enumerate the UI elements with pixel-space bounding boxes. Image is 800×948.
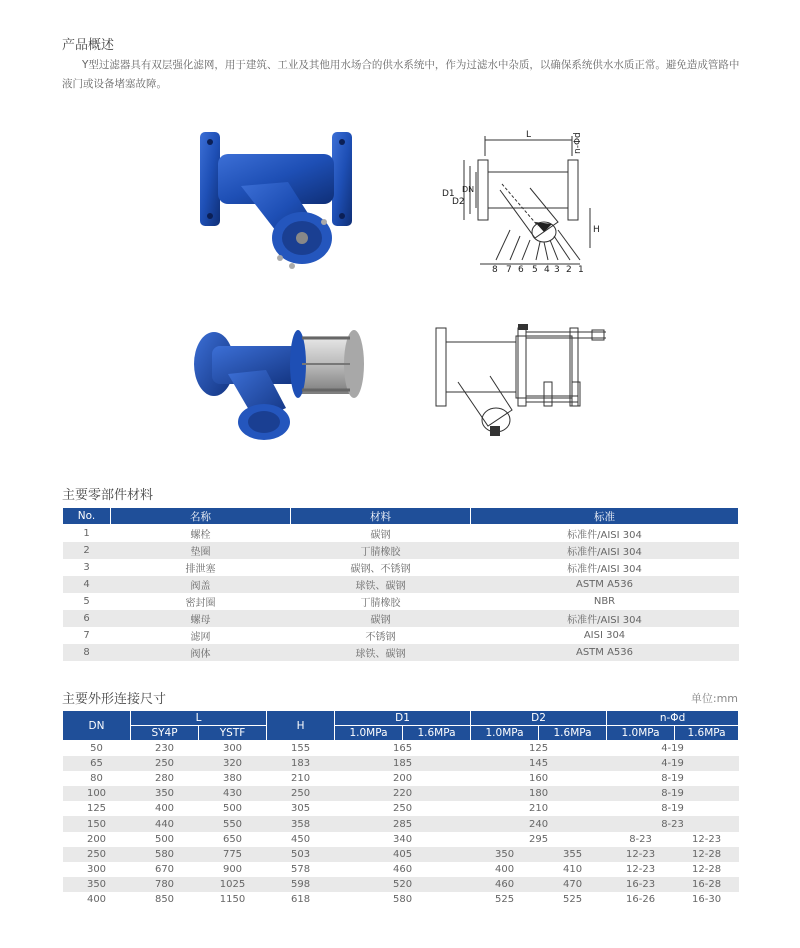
dims-header-dn: DN (63, 711, 131, 741)
callout-2: 2 (566, 265, 572, 274)
label-D2: D2 (452, 197, 465, 207)
cell-l-ystf: 650 (222, 833, 243, 845)
part-material: 碳钢 (370, 529, 391, 541)
callout-7: 7 (506, 265, 512, 274)
label-DN: DN (462, 185, 475, 194)
cell-d2-10: 210 (528, 803, 549, 815)
cell-l-ystf: 1025 (199, 877, 267, 892)
table-row (63, 892, 739, 907)
part-standard: 标准件/AISI 304 (471, 542, 739, 559)
strainer-dimension-drawing (440, 126, 620, 274)
part-standard: NBR (593, 595, 616, 607)
cell-d2-10: 240 (471, 816, 607, 831)
cell-d1-10: 460 (392, 864, 413, 876)
part-name: 阀体 (111, 644, 291, 661)
callout-3: 3 (554, 265, 560, 274)
cell-n-10: 16-26 (626, 894, 656, 906)
part-standard: ASTM A536 (471, 644, 739, 661)
part-name: 滤网 (190, 631, 211, 643)
dims-subheader-d1-10: 1.0MPa (335, 726, 403, 741)
dims-title: 主要外形连接尺寸 (62, 692, 167, 707)
table-row (63, 756, 739, 771)
part-name: 垫圈 (111, 542, 291, 559)
part-material: 碳钢 (291, 610, 471, 627)
cell-dn: 400 (86, 894, 107, 906)
cell-l-sy4p: 500 (154, 833, 175, 845)
label-L: L (526, 130, 532, 140)
cell-l-ystf: 500 (222, 803, 243, 815)
cell-l-sy4p: 440 (131, 816, 199, 831)
part-no: 6 (63, 610, 111, 627)
table-row (63, 741, 739, 756)
cell-d2-16: 410 (562, 864, 583, 876)
table-row (63, 801, 739, 816)
cell-l-sy4p: 250 (131, 756, 199, 771)
cell-d2-10: 145 (471, 756, 607, 771)
dims-subheader-n-16: 1.6MPa (675, 726, 739, 741)
table-row (63, 559, 739, 576)
dims-header-n-phi-d: n-Φd (607, 711, 739, 726)
dims-subheader-d2-16: 1.6MPa (539, 726, 607, 741)
cell-dn: 150 (63, 816, 131, 831)
table-row (63, 847, 739, 862)
cell-dn: 200 (86, 833, 107, 845)
table-row (63, 877, 739, 892)
callout-5: 5 (532, 265, 538, 274)
part-material: 碳钢、不锈钢 (350, 563, 411, 575)
cell-l-ystf: 320 (199, 756, 267, 771)
table-row (63, 610, 739, 627)
unit-label: 单位:mm (690, 692, 738, 705)
part-no: 4 (63, 576, 111, 593)
dims-header-D2: D2 (471, 711, 607, 726)
dimensions-table (62, 710, 739, 908)
dims-subheader-d2-10: 1.0MPa (471, 726, 539, 741)
cell-dn: 100 (63, 786, 131, 801)
strainer-with-adaptor-photo (190, 322, 370, 444)
cell-d1-10: 200 (392, 772, 413, 784)
table-row (63, 593, 739, 610)
label-n-phi-d: n-Φd (573, 132, 583, 154)
parts-table (62, 507, 739, 661)
part-name: 螺母 (111, 610, 291, 627)
part-standard: ASTM A536 (471, 576, 739, 593)
table-row (63, 832, 739, 847)
cell-l-ystf: 775 (199, 847, 267, 862)
callout-8: 8 (492, 265, 498, 274)
cell-d2-10: 160 (528, 772, 549, 784)
cell-d2-16: 525 (562, 894, 583, 906)
part-name: 螺栓 (190, 529, 211, 541)
overview-text: Y型过滤器具有双层强化滤网，用于建筑、工业及其他用水场合的供水系统中，作为过滤水中杂质，以确保系统供水水质正常。避免造成管路中液门或设备堵塞故障。 (62, 59, 740, 90)
cell-d1-10: 250 (392, 803, 413, 815)
cell-n-10: 8-23 (607, 816, 739, 831)
part-no: 2 (63, 542, 111, 559)
part-standard: 标准件/AISI 304 (567, 563, 642, 575)
cell-n-10: 4-19 (661, 742, 684, 754)
cell-n-10: 8-19 (607, 786, 739, 801)
cell-n-10: 8-23 (629, 833, 652, 845)
table-row (63, 576, 739, 593)
cell-h: 503 (267, 847, 335, 862)
cell-d2-10: 460 (471, 877, 539, 892)
cell-h: 155 (290, 742, 311, 754)
cell-dn: 125 (86, 803, 107, 815)
cell-d2-10: 400 (494, 864, 515, 876)
cell-n-16: 16-30 (692, 894, 722, 906)
cell-l-sy4p: 400 (154, 803, 175, 815)
cell-l-sy4p: 280 (154, 772, 175, 784)
cell-h: 210 (290, 772, 311, 784)
cell-l-ystf: 550 (199, 816, 267, 831)
cell-h: 450 (290, 833, 311, 845)
cell-h: 250 (267, 786, 335, 801)
cell-d1-10: 405 (335, 847, 471, 862)
dims-header-D1: D1 (335, 711, 471, 726)
cell-dn: 350 (63, 877, 131, 892)
cell-d2-10: 350 (471, 847, 539, 862)
parts-header-no: No. (63, 508, 111, 525)
callout-4: 4 (544, 265, 550, 274)
cell-dn: 300 (86, 864, 107, 876)
cell-l-sy4p: 850 (154, 894, 175, 906)
parts-header-material: 材料 (291, 508, 471, 525)
part-no: 1 (83, 527, 90, 539)
cell-n-16: 12-28 (675, 847, 739, 862)
table-row (63, 771, 739, 786)
dims-subheader-ystf: YSTF (199, 726, 267, 741)
cell-n-16: 12-28 (692, 864, 722, 876)
table-row (63, 816, 739, 831)
cell-l-ystf: 380 (222, 772, 243, 784)
table-row (63, 786, 739, 801)
cell-d2-16: 355 (539, 847, 607, 862)
parts-title: 主要零部件材料 (62, 488, 154, 503)
cell-d1-10: 285 (335, 816, 471, 831)
part-standard: AISI 304 (583, 629, 626, 641)
table-row (63, 542, 739, 559)
part-material: 不锈钢 (365, 631, 396, 643)
part-name: 阀盖 (111, 576, 291, 593)
part-material: 丁腈橡胶 (360, 597, 401, 609)
cell-l-sy4p: 350 (131, 786, 199, 801)
strainer-adaptor-drawing (432, 322, 612, 444)
part-material: 球铁、碳钢 (291, 644, 471, 661)
part-material: 丁腈橡胶 (291, 542, 471, 559)
cell-n-16: 16-28 (675, 877, 739, 892)
part-standard: 标准件/AISI 304 (471, 610, 739, 627)
cell-d2-10: 295 (528, 833, 549, 845)
cell-n-10: 8-19 (661, 803, 684, 815)
part-no: 5 (83, 595, 90, 607)
cell-h: 183 (267, 756, 335, 771)
cell-l-sy4p: 580 (131, 847, 199, 862)
cell-d2-10: 525 (494, 894, 515, 906)
cell-l-ystf: 1150 (219, 894, 246, 906)
cell-d1-10: 185 (335, 756, 471, 771)
cell-d2-10: 125 (528, 742, 549, 754)
part-no: 7 (83, 629, 90, 641)
dims-subheader-sy4p: SY4P (131, 726, 199, 741)
cell-n-10: 4-19 (607, 756, 739, 771)
callout-6: 6 (518, 265, 524, 274)
parts-header-standard: 标准 (471, 508, 739, 525)
cell-l-ystf: 900 (222, 864, 243, 876)
cell-h: 618 (290, 894, 311, 906)
table-row (63, 525, 739, 542)
cell-n-10: 8-19 (661, 772, 684, 784)
cell-h: 305 (290, 803, 311, 815)
cell-h: 358 (267, 816, 335, 831)
dims-subheader-d1-16: 1.6MPa (403, 726, 471, 741)
cell-dn: 50 (90, 742, 103, 754)
cell-dn: 65 (63, 756, 131, 771)
cell-d2-10: 180 (471, 786, 607, 801)
cell-l-ystf: 430 (199, 786, 267, 801)
cell-d1-10: 220 (335, 786, 471, 801)
table-row (63, 644, 739, 661)
parts-header-name: 名称 (111, 508, 291, 525)
cell-h: 598 (267, 877, 335, 892)
table-row (63, 862, 739, 877)
part-standard: 标准件/AISI 304 (567, 529, 642, 541)
cell-l-sy4p: 670 (154, 864, 175, 876)
cell-h: 578 (290, 864, 311, 876)
overview-title: 产品概述 (62, 38, 115, 53)
y-strainer-photo (196, 126, 356, 276)
cell-d1-10: 340 (392, 833, 413, 845)
label-D1: D1 (442, 189, 455, 199)
cell-l-sy4p: 780 (131, 877, 199, 892)
cell-n-10: 12-23 (607, 847, 675, 862)
dims-subheader-n-10: 1.0MPa (607, 726, 675, 741)
callout-1: 1 (578, 265, 584, 274)
cell-n-10: 16-23 (607, 877, 675, 892)
cell-n-16: 12-23 (692, 833, 722, 845)
label-H: H (593, 225, 600, 235)
part-no: 8 (63, 644, 111, 661)
part-material: 球铁、碳钢 (291, 576, 471, 593)
cell-d2-16: 470 (539, 877, 607, 892)
part-name: 密封圈 (185, 597, 216, 609)
cell-d1-10: 165 (392, 742, 413, 754)
dims-header-H: H (267, 711, 335, 741)
cell-d1-10: 580 (392, 894, 413, 906)
dims-header-L: L (131, 711, 267, 726)
cell-n-10: 12-23 (626, 864, 656, 876)
cell-l-sy4p: 230 (154, 742, 175, 754)
part-name: 排泄塞 (185, 563, 216, 575)
cell-d1-10: 520 (335, 877, 471, 892)
part-no: 3 (83, 561, 90, 573)
cell-dn: 250 (63, 847, 131, 862)
table-row (63, 627, 739, 644)
cell-dn: 80 (90, 772, 103, 784)
cell-l-ystf: 300 (222, 742, 243, 754)
